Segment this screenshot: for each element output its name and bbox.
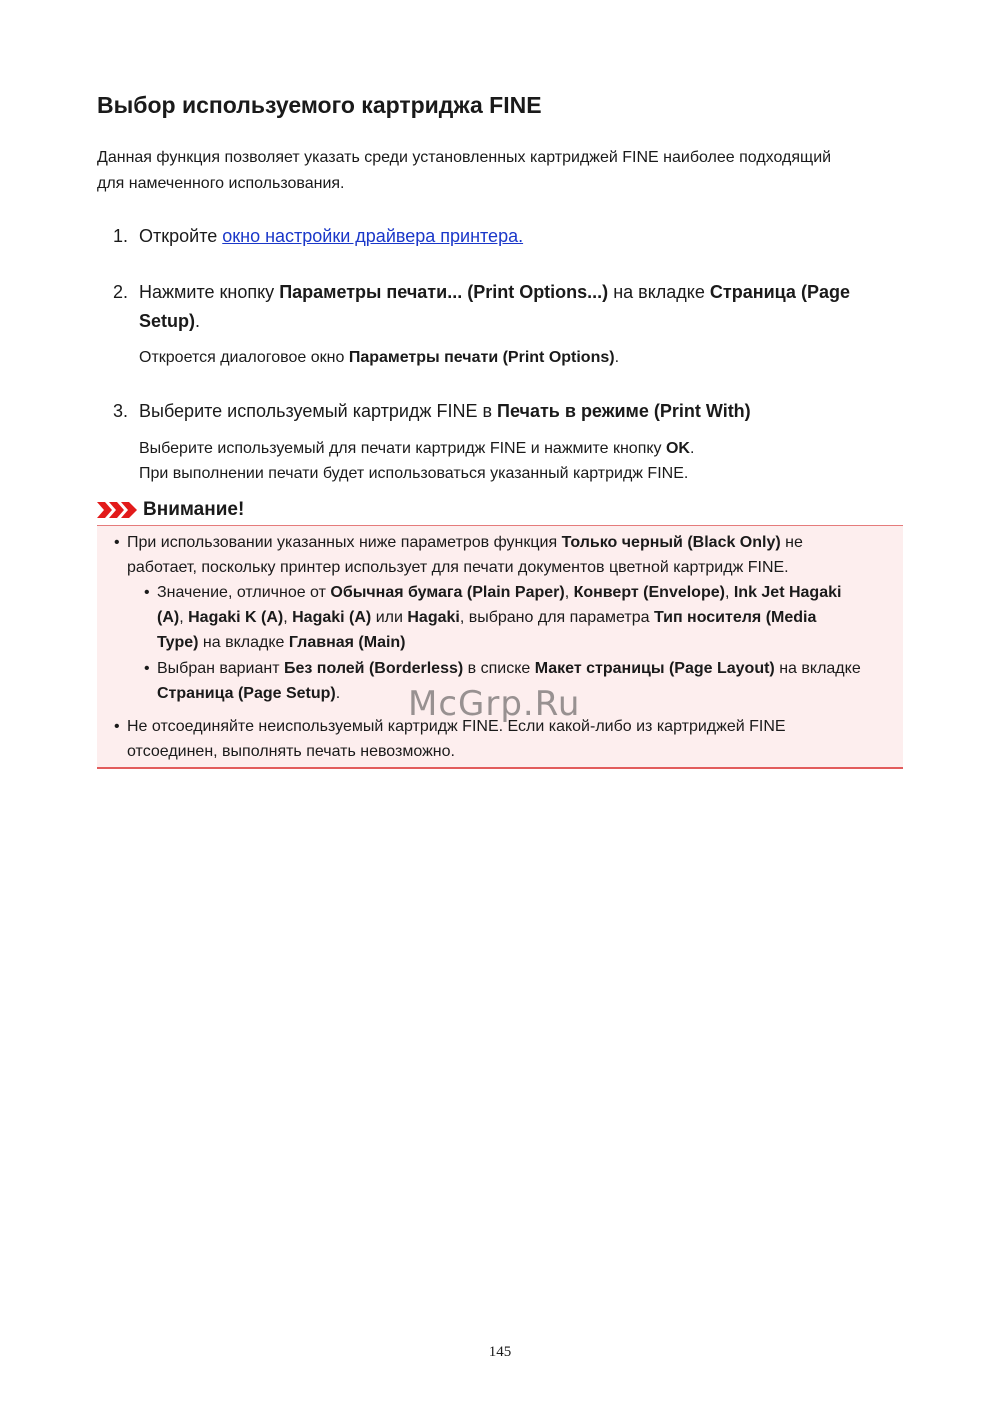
print-with-term: Печать в режиме (Print With) <box>497 401 751 421</box>
intro-line-2: для намеченного использования. <box>97 175 345 192</box>
media-type-term: Тип носителя (Media <box>653 609 817 626</box>
bullet-line <box>127 530 897 555</box>
print-options-term: Параметры печати (Print Options) <box>348 349 615 366</box>
bullet-text: , <box>283 609 293 626</box>
bullet-line <box>157 630 899 655</box>
note-line-1 <box>139 436 899 461</box>
bullet-text: . <box>335 685 341 702</box>
bullet-text: Значение, отличное от <box>157 584 331 601</box>
bullet-text: При использовании указанных ниже параметров функция <box>127 534 562 551</box>
warning-title: Внимание! <box>143 499 245 520</box>
page-setup-term: Страница (Page Setup) <box>157 685 336 702</box>
step-line-1 <box>139 278 903 307</box>
media-type-term: Type) <box>157 634 199 651</box>
page-setup-term: Страница (Page <box>709 282 850 302</box>
intro-paragraph <box>97 145 897 197</box>
bullet-dot: • <box>114 718 120 735</box>
bullet-text: не <box>780 534 803 551</box>
note-text: . <box>614 349 620 366</box>
step-3 <box>113 397 903 426</box>
step-text: Откройте <box>139 226 223 246</box>
note-text: Откроется диалоговое окно <box>139 349 349 366</box>
bullet-text: , выбрано для параметра <box>459 609 654 626</box>
note-text: . <box>689 440 695 457</box>
ok-term: OK <box>665 440 690 457</box>
step-2 <box>113 278 903 336</box>
black-only-term: Только черный (Black Only) <box>561 534 781 551</box>
bullet-line <box>157 656 899 681</box>
printer-driver-setup-link[interactable]: окно настройки драйвера принтера. <box>222 226 524 246</box>
page-title: Выбор используемого картриджа FINE <box>97 92 542 118</box>
bullet-dot: • <box>144 660 150 677</box>
warning-chevrons-icon <box>97 500 139 520</box>
page-number: 145 <box>488 1344 512 1360</box>
note-text: Выберите используемый для печати картридж FINE и нажмите кнопку <box>139 440 666 457</box>
bullet-text: , <box>179 609 189 626</box>
bullet-line <box>157 605 899 630</box>
step-text: . <box>195 311 201 331</box>
step-3-note <box>139 436 899 486</box>
warning-heading <box>97 495 244 525</box>
note-line-2: При выполнении печати будет использоваться указанный картридж FINE. <box>139 465 689 482</box>
step-text: Выберите используемый картридж FINE в <box>139 401 498 421</box>
borderless-term: Без полей (Borderless) <box>283 660 464 677</box>
bullet-text: , <box>564 584 574 601</box>
hagaki-k-term: Hagaki K (A) <box>188 609 284 626</box>
step-line-2 <box>139 307 903 336</box>
bullet-dot: • <box>144 584 150 601</box>
bullet-text: на вкладке <box>198 634 289 651</box>
intro-line-1: Данная функция позволяет указать среди установленных картриджей FINE наиболее подходящий <box>97 149 832 166</box>
step-1 <box>113 222 903 251</box>
bullet-dot: • <box>114 534 120 551</box>
hagaki-term: Hagaki <box>407 609 460 626</box>
warning-bullet-1 <box>114 530 897 580</box>
ink-jet-hagaki-term: Ink Jet Hagaki <box>733 584 842 601</box>
step-number: 2. <box>113 282 129 302</box>
step-number: 1. <box>113 226 129 246</box>
bullet-line: работает, поскольку принтер использует для печати документов цветной картридж FINE. <box>127 559 789 576</box>
print-options-term: Параметры печати... (Print Options...) <box>279 282 609 302</box>
bullet-line: Не отсоединяйте неиспользуемый картридж FINE. Если какой-либо из картриджей FINE <box>127 718 786 735</box>
bullet-text: Выбран вариант <box>157 660 284 677</box>
page-setup-term: Setup) <box>139 311 195 331</box>
bullet-text: на вкладке <box>774 660 861 677</box>
bullet-line: отсоединен, выполнять печать невозможно. <box>127 743 455 760</box>
hagaki-a-term: Hagaki (A) <box>292 609 372 626</box>
warning-subbullet-1 <box>144 580 899 655</box>
step-2-note <box>139 345 899 370</box>
page-layout-term: Макет страницы (Page Layout) <box>534 660 775 677</box>
watermark: McGrp.Ru <box>408 684 581 724</box>
bullet-text: или <box>371 609 408 626</box>
bullet-text: в списке <box>463 660 535 677</box>
step-number: 3. <box>113 401 129 421</box>
bullet-text: , <box>724 584 734 601</box>
bullet-line <box>157 580 899 605</box>
envelope-term: Конверт (Envelope) <box>573 584 725 601</box>
step-text: на вкладке <box>608 282 710 302</box>
step-text: Нажмите кнопку <box>139 282 280 302</box>
ink-jet-hagaki-term: (A) <box>157 609 180 626</box>
plain-paper-term: Обычная бумага (Plain Paper) <box>330 584 565 601</box>
main-tab-term: Главная (Main) <box>288 634 406 651</box>
